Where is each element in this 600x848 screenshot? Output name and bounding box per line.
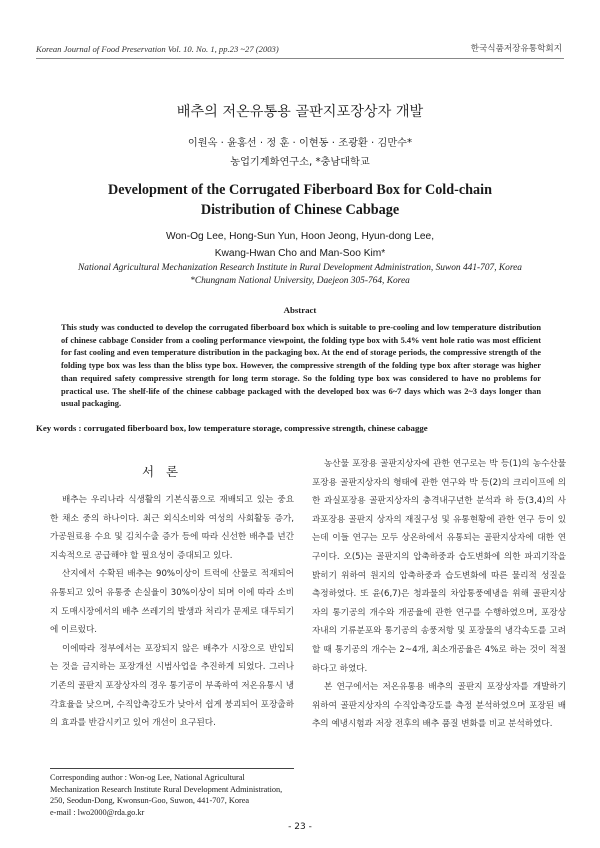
english-title-line-1: Development of the Corrugated Fiberboard Box for Cold-chain	[108, 182, 492, 198]
korean-affiliation: 농업기계화연구소, *충남대학교	[230, 157, 370, 168]
footnote-email: e-mail : lwo2000@rda.go.kr	[50, 807, 145, 817]
english-affiliation-line-2: *Chungnam National University, Daejeon 305-764, Korea	[190, 276, 410, 286]
section-heading-introduction: 서 론	[141, 464, 183, 479]
left-column	[50, 491, 294, 733]
right-column	[312, 455, 566, 734]
paragraph: 산지에서 수확된 배추는 90%이상이 트럭에 산물로 적재되어 유통되고 있어 유통중 손실율이 30%이상이 되며 이에 따라 소비지 도매시장에서의 배추 쓰레기의 발생과 처리가 문제로 대두되기에 이르렀다.	[50, 569, 294, 636]
society-name: 한국식품저장유통학회지	[470, 44, 562, 54]
english-authors-line-1: Won-Og Lee, Hong-Sun Yun, Hoon Jeong, Hyun-dong Lee,	[165, 231, 435, 242]
english-authors	[0, 228, 600, 262]
korean-authors: 이원옥 · 윤홍선 · 정 훈 · 이현동 · 조광환 · 김만수*	[187, 138, 413, 149]
paragraph: 본 연구에서는 저온유통용 배추의 골판지 포장상자를 개발하기 위하여 골판지상자의 수직압축강도를 측정 분석하였으며 포장된 배추의 예냉시험과 저장 전후의 배추 품질 변화를 비교 분석하였다.	[312, 682, 566, 730]
english-authors-line-2: Kwang-Hwan Cho and Man-Soo Kim*	[214, 248, 386, 259]
abstract-body: This study was conducted to develop the corrugated fiberboard box which is suitable to pre-cooling and low temperature distribution of chinese cabbage Consider from a cooling performance viewpoint, the folding type box with 5.4% vent hole ratio was most efficient for fast cooling and even temperature distribution in the packaging box. At the end of storage periods, the compressive strength of the folding type box was less than the bliss type box. However, the compressive strength of the folding type box after storage was higher than required safety compressive strength for long term storage. So the folding type box was considered to have no problems for practical use. The shelf-life of the chinese cabbage packaged with the developed box was 6~7 days which was 2~3 days longer than usual packaging.	[61, 323, 541, 409]
english-affiliation	[0, 262, 600, 288]
journal-citation: Korean Journal of Food Preservation Vol. 10. No. 1, pp.23 ~27 (2003)	[36, 44, 279, 54]
page-number: - 23 -	[288, 822, 312, 832]
korean-title: 배추의 저온유통용 골판지포장상자 개발	[176, 104, 424, 120]
footnote-line: 250, Seodun-Dong, Kwonsun-Goo, Suwon, 441-707, Korea	[50, 796, 250, 806]
keywords: Key words : corrugated fiberboard box, low temperature storage, compressive strength, chinese cabagge	[36, 423, 428, 433]
footnote-line: Mechanization Research Institute Rural Development Administration,	[50, 784, 283, 794]
corresponding-author-footnote	[50, 772, 294, 818]
footnote-line: Corresponding author : Won-og Lee, National Agricultural	[50, 773, 245, 782]
abstract-heading: Abstract	[283, 305, 317, 315]
header-divider	[36, 58, 564, 59]
english-affiliation-line-1: National Agricultural Mechanization Research Institute in Rural Development Administration, Suwon 441-707, Korea	[78, 263, 522, 273]
english-title	[0, 180, 600, 220]
footnote-divider	[50, 768, 294, 769]
paragraph: 배추는 우리나라 식생활의 기본식품으로 재배되고 있는 중요한 채소 중의 하나이다. 최근 외식소비와 여성의 사회활동 증가, 가공원료용 수요 및 김치수출 증가 등에 따라 신선한 배추를 년간 지속적으로 공급해야 할 필요성이 증대되고 있다.	[50, 495, 294, 561]
paragraph: 농산물 포장용 골판지상자에 관한 연구로는 박 등(1)의 농수산물 포장용 골판지상자의 형태에 관한 연구와 박 등(2)의 크리이프에 의한 과실포장용 골판지상자의 충격내구년한 분석과 하 등(3,4)의 사과포장용 골판지 상자의 재질구성 및 유통현황에 관한 연구 등이 있는데 이들 연구는 모두 상온하에서 유통되는 골판지상자에 대한 연구이다. 오(5)는 골판지의 압축하중과 습도변화에 의한 파괴기작을 밝히기 위하여 원지의 압축하중과 습도변화에 따른 물리적 성질을 측정하였다. 또 윤(6,7)은 청과물의 차압통풍예냉을 위해 골판지상자의 통기공의 개수와 개공율에 관한 연구를 수행하였으며, 포장상자내의 기류분포와 통기공의 송풍저항 및 포장물의 냉각속도를 고려할 때 통기공의 개수는 2~4개, 최소개공율은 4%로 하는 것이 적절하다고 하였다.	[312, 459, 566, 674]
english-title-line-2: Distribution of Chinese Cabbage	[200, 202, 400, 218]
paragraph: 이에따라 정부에서는 포장되지 않은 배추가 시장으로 반입되는 것을 금지하는 포장개선 시범사업을 추진하게 되었다. 그러나 기존의 골판지 포장상자의 경우 통기공이 부족하여 저온유통시 냉각효율을 낮으며, 수직압축강도가 낮아서 쉽게 붕괴되어 포장출하의 효과를 반감시키고 있어 개선이 요구된다.	[50, 643, 294, 729]
